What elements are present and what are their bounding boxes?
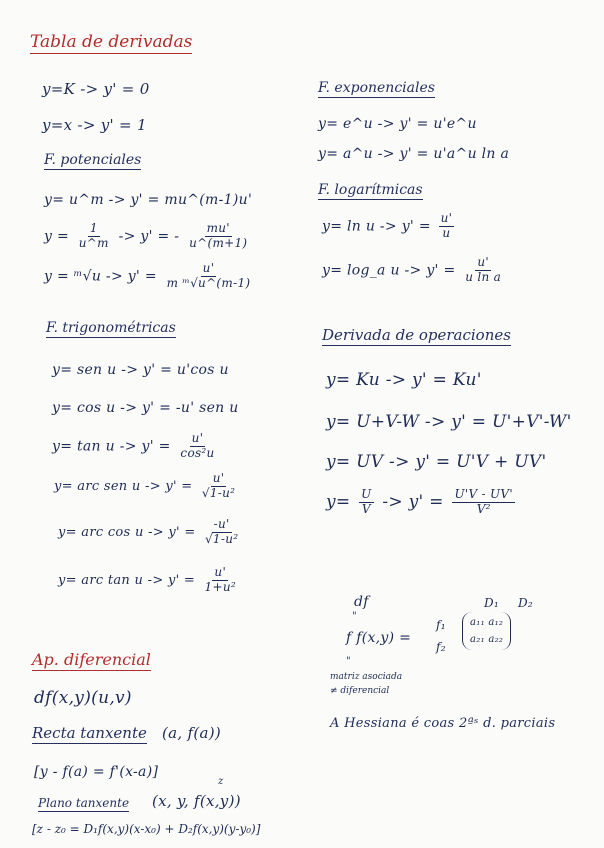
fraction-numerator: 1 (89, 221, 98, 235)
exponencial-formula-2: y= a^u -> y' = u'a^u ln a (318, 146, 510, 162)
trig-arccos-left: y= arc cos u -> y' = (58, 524, 196, 540)
cociente-mid: -> y' = (382, 491, 444, 512)
potencial-3-fraction (165, 262, 253, 291)
potencial-2-fraction (77, 222, 111, 251)
trig-arcsen (54, 472, 240, 501)
matrix-brackets (462, 612, 511, 650)
potencial-formula-1: y= u^m -> y' = mu^(m-1)u' (44, 192, 253, 208)
trig-arctan-fraction (203, 566, 238, 595)
fraction-denominator: cos²u (180, 445, 215, 460)
trig-arctan (58, 566, 241, 595)
potencial-formula-3 (44, 262, 255, 291)
fraction-denominator: u^(m+1) (189, 235, 248, 250)
log-1-fraction (439, 212, 455, 241)
matrix-row: a₁₁ a₁₂ (470, 617, 504, 628)
hessiana-expression: f f(x,y) = (346, 630, 412, 646)
cociente-lhs-fraction (359, 488, 373, 517)
derivative-constant: y=K -> y' = 0 (42, 80, 150, 98)
potencial-formula-2 (44, 222, 252, 251)
section-potenciales-heading: F. potenciales (44, 152, 142, 168)
recta-tanxente-formula: [y - f(a) = f'(x-a)] (34, 764, 159, 780)
operacion-producto: y= UV -> y' = U'V + UV' (326, 452, 547, 472)
hessiana-caption: A Hessiana é coas 2ªˢ d. parciais (330, 716, 556, 731)
plano-z-mark: z (218, 776, 224, 787)
matrix-row: a₂₁ a₂₂ (470, 634, 504, 645)
fraction-denominator: V² (476, 501, 491, 516)
section-trigonometricas-heading: F. trigonométricas (46, 320, 176, 336)
fraction-denominator: u^m (78, 235, 109, 250)
recta-tanxente-point: (a, f(a)) (162, 724, 222, 742)
plano-tanxente-heading: Plano tanxente (38, 796, 130, 810)
exponencial-formula-1: y= e^u -> y' = u'e^u (318, 116, 477, 132)
recta-tanxente-heading: Recta tanxente (32, 724, 147, 742)
trig-tan-fraction (178, 432, 216, 461)
cociente-left: y= (326, 491, 351, 512)
trig-arctan-left: y= arc tan u -> y' = (58, 572, 196, 588)
derivative-identity: y=x -> y' = 1 (42, 116, 147, 134)
cociente-rhs-fraction (452, 488, 515, 517)
trig-arccos-fraction (203, 518, 240, 547)
log-2-fraction (463, 256, 503, 285)
log-2-left: y= log_a u -> y' = (322, 262, 456, 279)
ap-diferencial-expression: df(x,y)(u,v) (34, 688, 132, 708)
hessiana-d1: D₁ (484, 596, 500, 610)
trig-tan (52, 432, 220, 461)
operacion-cociente (326, 488, 518, 517)
fraction-numerator: u' (214, 565, 227, 579)
fraction-numerator: U (361, 487, 372, 501)
fraction-denominator: m ᵐ√u^(m-1) (166, 275, 251, 290)
operacion-suma: y= U+V-W -> y' = U'+V'-W' (326, 412, 572, 432)
fraction-denominator: √1-u² (201, 485, 236, 500)
trig-cos: y= cos u -> y' = -u' sen u (52, 400, 239, 416)
trig-arccos (58, 518, 243, 547)
fraction-denominator: u ln a (465, 269, 502, 284)
hessiana-mark-bottom: " (346, 656, 351, 667)
plano-tanxente-point: (x, y, f(x,y)) (152, 792, 241, 810)
fraction-numerator: u' (202, 261, 215, 275)
fraction-numerator: mu' (206, 221, 230, 235)
potencial-3-left: y = ᵐ√u -> y' = (44, 268, 157, 285)
potencial-2-left: y = (44, 228, 69, 245)
trig-sen: y= sen u -> y' = u'cos u (52, 362, 229, 378)
fraction-denominator: V (361, 501, 371, 516)
hessiana-f2: f₂ (436, 640, 446, 654)
section-exponenciales-heading: F. exponenciales (318, 80, 435, 96)
log-1-left: y= ln u -> y' = (322, 218, 431, 235)
trig-tan-left: y= tan u -> y' = (52, 438, 171, 455)
fraction-denominator: u (442, 225, 451, 240)
page-title: Tabla de derivadas (30, 32, 193, 52)
ap-diferencial-heading: Ap. diferencial (32, 650, 151, 669)
hessiana-note-diferencial: ≠ diferencial (330, 686, 390, 696)
section-logaritmicas-heading: F. logarítmicas (318, 182, 423, 198)
fraction-numerator: u' (477, 255, 490, 269)
hessiana-f1: f₁ (436, 618, 446, 632)
hessiana-df: df (354, 594, 369, 610)
potencial-2-result-fraction (187, 222, 249, 251)
logaritmica-formula-2 (322, 256, 506, 285)
fraction-numerator: u' (191, 431, 204, 445)
plano-tanxente-formula: [z - z₀ = D₁f(x,y)(x-x₀) + D₂f(x,y)(y-y₀)] (32, 822, 261, 836)
hessiana-mark-top: " (352, 611, 357, 622)
fraction-denominator: √1-u² (204, 531, 239, 546)
fraction-numerator: u' (212, 471, 225, 485)
logaritmica-formula-1 (322, 212, 457, 241)
fraction-numerator: u' (440, 211, 453, 225)
fraction-numerator: -u' (213, 517, 230, 531)
hessiana-matrix (462, 612, 511, 650)
hessiana-d2: D₂ (518, 596, 534, 610)
potencial-2-mid: -> y' = - (118, 228, 180, 245)
section-operaciones-heading: Derivada de operaciones (322, 326, 511, 344)
trig-arcsen-fraction (200, 472, 237, 501)
trig-arcsen-left: y= arc sen u -> y' = (54, 478, 193, 494)
operacion-constante: y= Ku -> y' = Ku' (326, 370, 482, 390)
fraction-denominator: 1+u² (204, 579, 236, 594)
hessiana-note-matriz: matriz asociada (330, 672, 403, 682)
fraction-numerator: U'V - UV' (454, 487, 513, 501)
